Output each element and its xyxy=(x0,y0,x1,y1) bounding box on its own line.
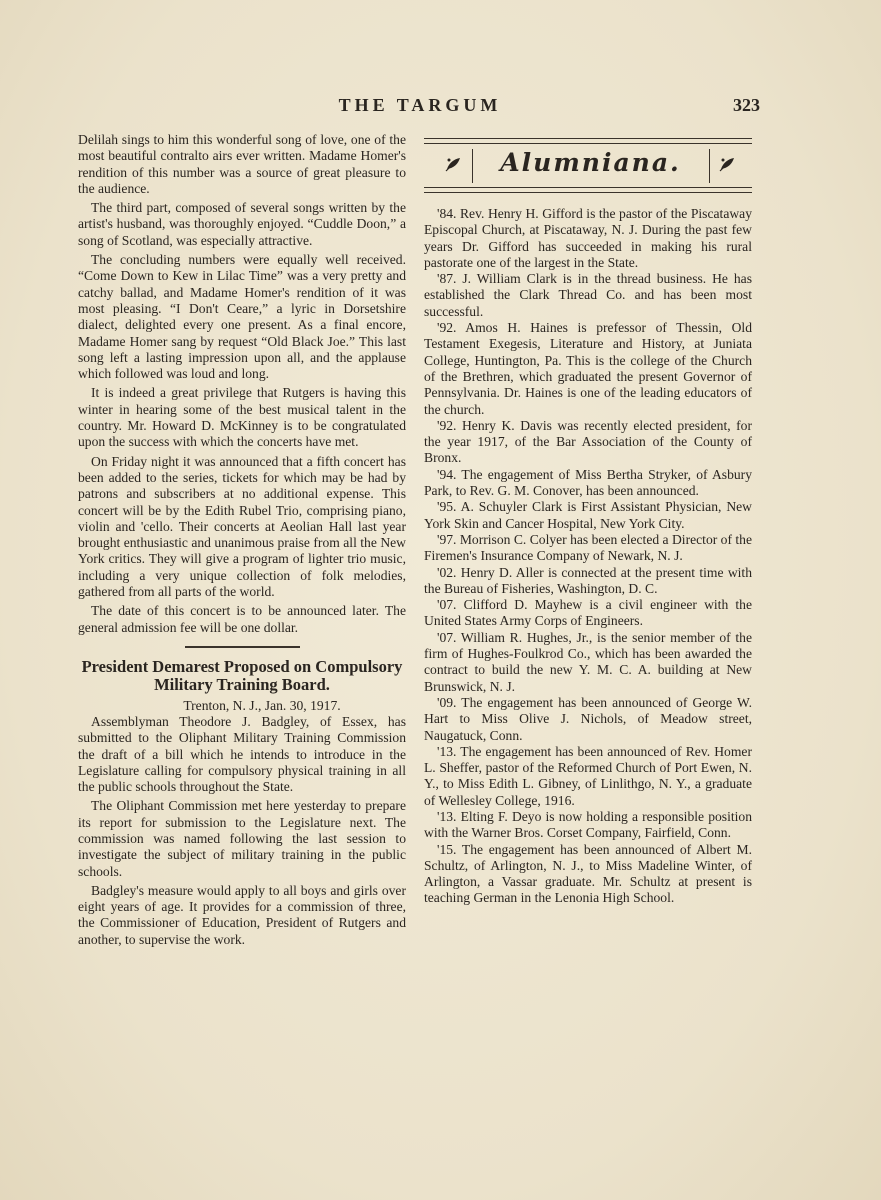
alumni-note: '09. The engagement has been announced of George W. Hart to Miss Olive J. Nichols, of Meadow street, Naugatuck, Conn. xyxy=(424,694,752,743)
left-column xyxy=(78,132,406,948)
rule xyxy=(424,192,752,193)
alumni-note: '07. Clifford D. Mayhew is a civil engineer with the United States Army Corps of Engineers. xyxy=(424,597,752,629)
section-divider xyxy=(185,646,300,648)
alumni-note: '13. Elting F. Deyo is now holding a responsible position with the Warner Bros. Corset Company, Fairfield, Conn. xyxy=(424,808,752,841)
paragraph: On Friday night it was announced that a fifth concert has been added to the series, tickets for which may be had by patrons and subscribers at no additional expense. This concert will be by the Edith Rubel Trio, comprising piano, violin and 'cello. Their concerts at Aeolian Hall last year brought enthusiastic and unanimous praise from all the New York critics. They will give a program of lighter trio music, including a very unique collection of folk melodies, gathered from all parts of the world. xyxy=(78,453,406,600)
alumni-note: '92. Henry K. Davis was recently elected president, for the year 1917, of the Bar Association of the County of Bronx. xyxy=(424,417,752,466)
right-column xyxy=(424,206,752,907)
paragraph: The concluding numbers were equally well received. “Come Down to Kew in Lilac Time” was a very pretty and catchy ballad, and Madame Homer's rendition of it was most pleasing. “I Don't Ceare,” a lyric in Dorsetshire dialect, delighted every one present. As a final encore, Madame Homer sang by request “Old Black Joe.” This last song left a lasting impression upon all, and the applause which followed was loud and long. xyxy=(78,252,406,382)
running-title: THE TARGUM xyxy=(338,95,502,115)
article-dateline: Trenton, N. J., Jan. 30, 1917. xyxy=(183,697,341,713)
rule xyxy=(424,138,752,139)
alumni-note: '84. Rev. Henry H. Gifford is the pastor of the Piscataway Episcopal Church, at Piscataway, N. J. During the past few years Dr. Gifford has succeeded in making his rural pastorate one of the largest in the State. xyxy=(424,206,752,270)
paragraph: The date of this concert is to be announced later. The general admission fee will be one dollar. xyxy=(78,603,406,635)
paragraph: Delilah sings to him this wonderful song of love, one of the most beautiful contralto airs ever written. Madame Homer's rendition of this number was a source of great pleasure to the audience. xyxy=(78,132,406,196)
rule xyxy=(424,143,752,144)
alumni-note: '97. Morrison C. Colyer has been elected a Director of the Firemen's Insurance Company of Newark, N. J. xyxy=(424,531,753,564)
alumni-note: '92. Amos H. Haines is prefessor of Thessin, Old Testament Exegesis, Literature and History, at Juniata College, Huntington, Pa. This is the college of the Church of the Brethren, which graduated the present Governor of Pennsylvania. Dr. Haines is one of the leading educators of the church. xyxy=(424,320,752,417)
rule xyxy=(424,187,752,188)
alumni-note: '15. The engagement has been announced of Albert M. Schultz, of Arlington, N. J., to Miss Madeline Winter, of Arlington, a Vassar graduate. Mr. Schultz at present is teaching German in the Lenonia High School. xyxy=(424,841,752,906)
page-number: 323 xyxy=(733,95,760,115)
paragraph: The Oliphant Commission met here yesterday to prepare its report for submission to the Legislature next. The commission was named following the last session to investigate the subject of military training in the public schools. xyxy=(78,798,406,879)
paragraph: The third part, composed of several songs written by the artist's husband, was thoroughly enjoyed. “Cuddle Doon,” a song of Scotland, was especially attractive. xyxy=(78,200,406,248)
alumni-note: '07. William R. Hughes, Jr., is the senior member of the firm of Hughes-Foulkrod Co., which has been awarded the contract to build the new Y. M. C. A. building at New Brunswick, N. J. xyxy=(424,629,752,694)
rule xyxy=(472,149,473,183)
article-headline: President Demarest Proposed on Compulsory Military Training Board. xyxy=(81,656,403,694)
paragraph: It is indeed a great privilege that Rutgers is having this winter in hearing some of the best musical talent in the country. Mr. Howard D. McKinney is to be congratulated upon the success with which the concerts have met. xyxy=(78,385,406,450)
alumni-note: '02. Henry D. Aller is connected at the present time with the Bureau of Fisheries, Washington, D. C. xyxy=(424,564,752,596)
alumni-note: '13. The engagement has been announced of Rev. Homer L. Sheffer, pastor of the Reformed Church of Port Ewen, N. Y., to Miss Edith L. Gibney, of Linlithgo, N. Y., a graduate of Wellesley College, 1916. xyxy=(424,743,752,808)
leaf-ornament-icon xyxy=(718,155,736,173)
alumni-note: '95. A. Schuyler Clark is First Assistant Physician, New York Skin and Cancer Hospital, New York City. xyxy=(424,499,752,531)
page-header xyxy=(80,95,760,121)
leaf-ornament-icon xyxy=(444,155,462,173)
rule xyxy=(709,149,710,183)
alumni-note: '87. J. William Clark is in the thread business. He has established the Clark Thread Co. and has been most successful. xyxy=(424,271,752,319)
paragraph: Badgley's measure would apply to all boys and girls over eight years of age. It provides for a commission of three, the Commissioner of Education, President of Rutgers and another, to supervise the work. xyxy=(78,882,406,947)
alumniana-header-box xyxy=(424,138,752,194)
paragraph: Assemblyman Theodore J. Badgley, of Essex, has submitted to the Oliphant Military Training Commission the draft of a bill which he intends to introduce in the Legislature calling for compulsory physical training in all the public schools throughout the State. xyxy=(78,713,406,795)
alumni-note: '94. The engagement of Miss Bertha Stryker, of Asbury Park, to Rev. G. M. Conover, has been announced. xyxy=(424,466,752,499)
section-title: Alumniana. xyxy=(500,148,681,177)
